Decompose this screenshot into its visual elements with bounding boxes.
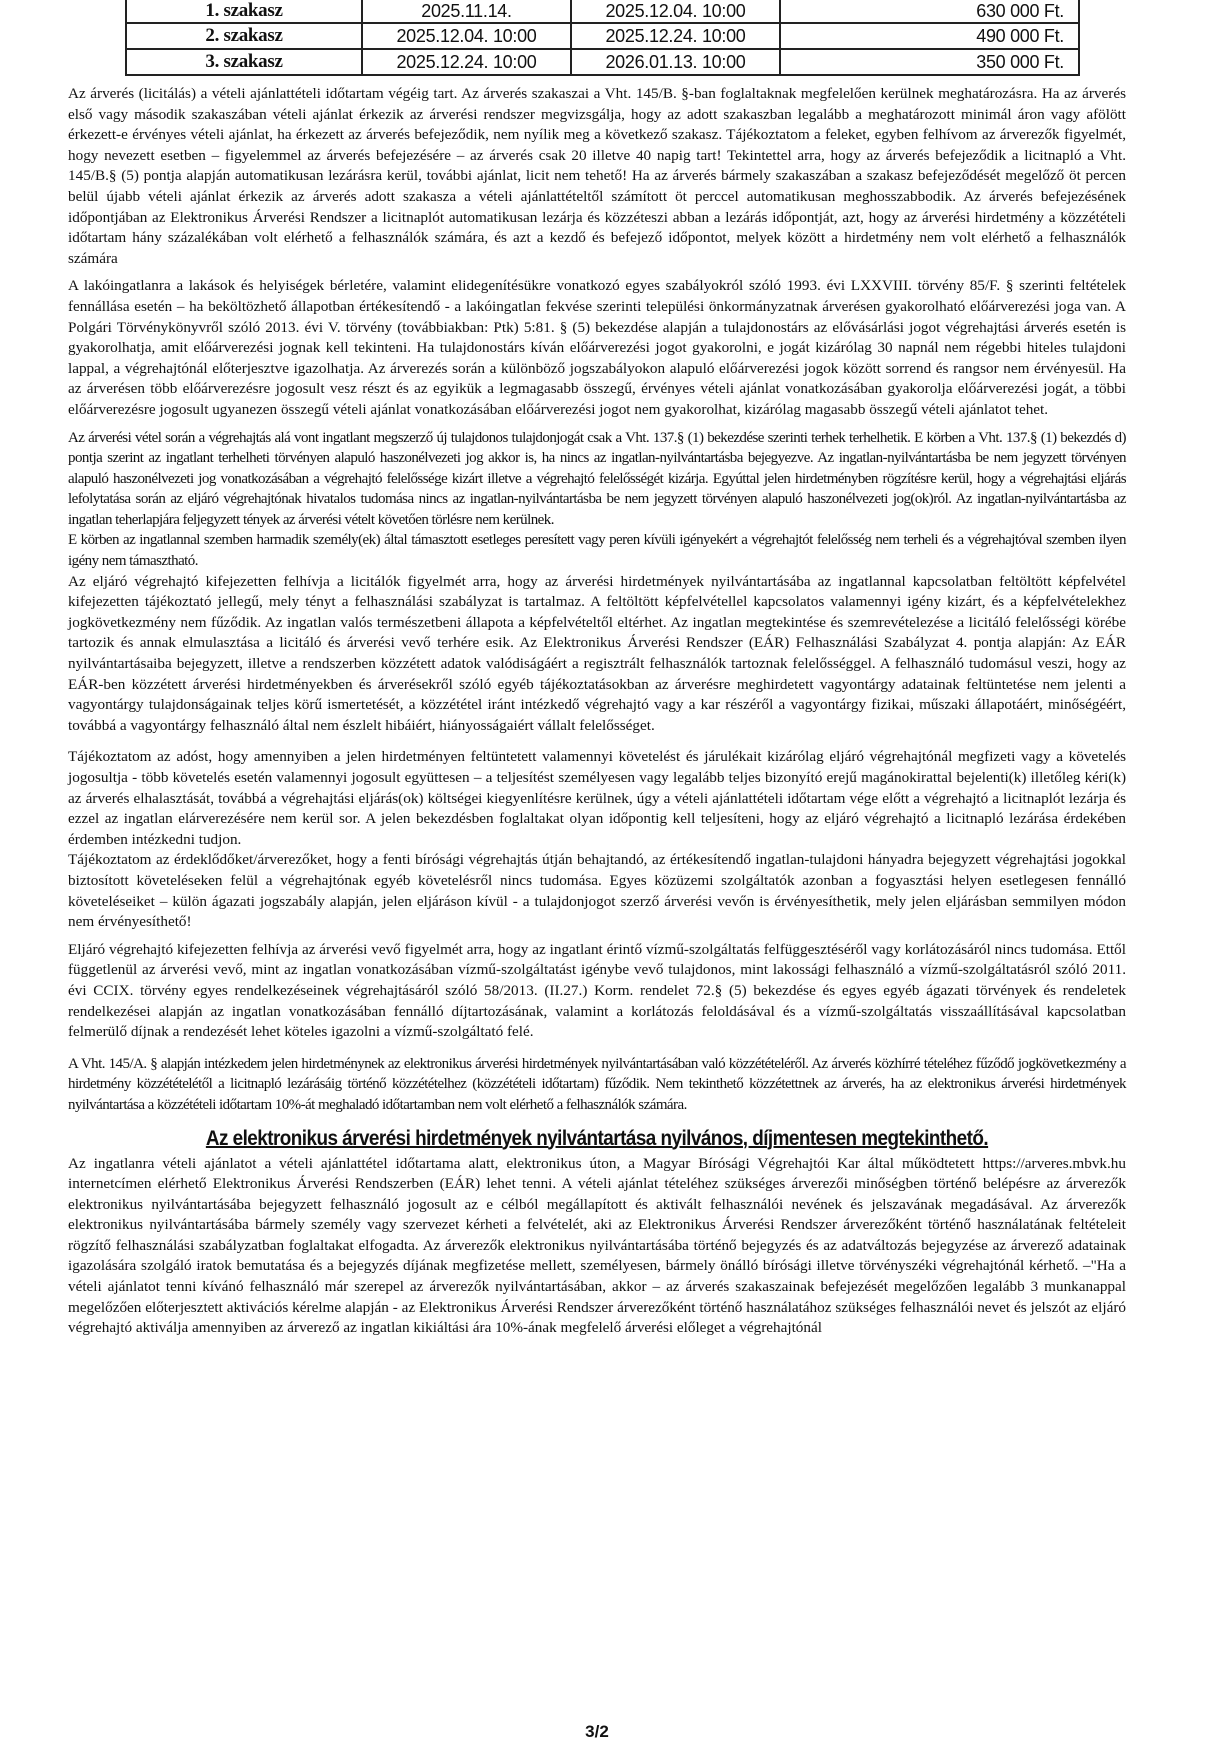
stage-end: 2026.01.13. 10:00 (571, 49, 780, 75)
paragraph-publication: A Vht. 145/A. § alapján intézkedem jelen hirdetménynek az elektronikus árverési hirdetmények nyilvántartásában való közzétételéről. Az árverés közhírré tételéhez fűződő jogkövetkezmény a hirdetmény közzétételétől a licitnapló lezárásáig történő közzétételhez (közzétételi időtartam) fűződik. Nem tekinthető közzétettnek az árverés, ha az elektronikus árverési hirdetmények nyilvántartása a közzétételi időtartam 10%-át meghaladó időtartamban nem volt elérhető a felhasználók számára. (68, 1055, 1126, 1113)
stage-start: 2025.12.04. 10:00 (362, 23, 571, 49)
table-row (126, 49, 1079, 75)
stage-end: 2025.12.04. 10:00 (571, 0, 780, 23)
stage-min-price: 350 000 Ft. (780, 49, 1079, 75)
paragraph-photo-disclaimer: Az eljáró végrehajtó kifejezetten felhívja a licitálók figyelmét arra, hogy az árverési hirdetmények nyilvántartásába az ingatlannal kapcsolatban feltöltött képfelvétel kifejezetten tájékoztató jellegű, mely tényt a felhasználási szabályzat is tartalmaz. A feltöltött képfelvétellel kapcsolatos valamennyi igény kizárt, és a képfelvételekhez jogkövetkezmény nem fűződik. Az ingatlan valós természetbeni állapota a képfelvételtől eltérhet. Az ingatlan megtekintése és szemrevételezése a licitáló felelősségi körébe tartozik és annak elmulasztása a licitáló és árverési vevő terhére esik. Az Elektronikus Árverési Rendszer (EÁR) Felhasználási Szabályzat 4. pontja alapján: Az EÁR nyilvántartásaiba bejegyzett, illetve a rendszerben közzétett adatok valódiságáért a regisztrált felhasználók tartoznak felelősséggel. A felhasználó tudomásul veszi, hogy az EÁR-ben közzétett árverési hirdetményekben és árverésekről szóló egyéb tájékoztatásokban az árverésre meghirdetett vagyontárgy adatainak feltüntetése nem jelenti a vagyontárgy tulajdonságainak teljes körű ismertetését, a közzététel iránt intézkedő végrehajtó vagy a kar részéről a vagyontárgy fizikai, műszaki állapotáért, minőségéért, továbbá a vagyontárgy felhasználó által nem észlelt hibáiért, hiányosságaiért vállalt felelősséget. (68, 572, 1126, 734)
paragraph-debtor-notice: Tájékoztatom az adóst, hogy amennyiben a jelen hirdetményen feltüntetett valamennyi követelést és járulékait kizárólag eljáró végrehajtónál megfizeti vagy a követelés jogosultja - több követelés esetén valamennyi jogosult együttesen – a teljesítést személyesen vagy legalább teljes bizonyító erejű magánokirattal bejelenti(k) illetőleg kéri(k) az árverés elhalasztását, továbbá a végrehajtási eljárás(ok) költségei kiegyenlítésre kerülnek, úgy a vételi ajánlattételi időtartam vége előtt a végrehajtó a licitnaplót lezárja és ezzel az ingatlan elárverezésére nem kerül sor. A jelen bekezdésben foglaltakat olyan időpontig kell teljesíteni, hogy az eljáró végrehajtó a licitnapló lezárása érdekében érdemben intézkedni tudjon. (68, 748, 1126, 848)
page-number: 3/2 (585, 1722, 609, 1741)
stage-start: 2025.12.24. 10:00 (362, 49, 571, 75)
stage-min-price: 630 000 Ft. (780, 0, 1079, 23)
stage-name: 3. szakasz (126, 49, 362, 75)
paragraph-third-party-claims: E körben az ingatlannal szemben harmadik személy(ek) által támasztott esetleges peresített vagy peren kívüli igényekért a végrehajtót felelősség nem terheli és a végrehajtóval szemben ilyen igény nem támasztható. (68, 532, 1126, 570)
paragraph-encumbrances: Az árverési vétel során a végrehajtás alá vont ingatlant megszerző új tulajdonos tulajdonjogát csak a Vht. 137.§ (1) bekezdése szerinti terhek terhelhetik. E körben a Vht. 137.§ (1) bekezdés d) pontja szerint az ingatlant terhelheti törvényen alapuló haszonélvezeti jog akkor is, ha nincs az ingatlan-nyilvántartásba bejegyezve. Az ingatlan-nyilvántartásba be nem jegyzett törvényen alapuló haszonélvezeti jog vonatkozásában a végrehajtó felelőssége kizárt illetve a végrehajtó felelősségét kizárja. Egyúttal jelen hirdetményben rögzítésre kerül, hogy a végrehajtási eljárás lefolytatása során az eljáró végrehajtónak hivatalos tudomása nincs az ingatlan-nyilvántartásba be nem jegyzett törvényen alapuló haszonélvezeti jog(ok)ról. Az ingatlan-nyilvántartásba az ingatlan teherlapjára feljegyzett tények az árverési vételt követően törlésre nem kerülnek. (68, 429, 1126, 528)
auction-stages-table (125, 0, 1080, 76)
paragraph-auction-stages: Az árverés (licitálás) a vételi ajánlattételi időtartam végéig tart. Az árverés szakaszai a Vht. 145/B. §-ban foglaltaknak megfelelően kerülnek meghatározásra. Ha az árverés első vagy második szakaszában vételi ajánlat érkezik az árverési rendszer megvizsgálja, hogy az adott szakaszban legalább a meghatározott minimál áron vagy afölött érkezett-e érvényes vételi ajánlat, ha érkezett az árverés befejeződik, nem nyílik meg a következő szakasz. Tájékoztatom a feleket, egyben felhívom az árverezők figyelmét, hogy nevezett esetben – figyelemmel az árverés befejezésére – az árverés csak 20 illetve 40 napig tart! Tekintettel arra, hogy az árverés befejeződik a licitnapló a Vht. 145/B.§ (5) pontja alapján automatikusan lezárásra kerül, további ajánlat, licit nem tehető! Ha az árverés bármely szakaszában a szakasz befejeződését megelőző öt percen belül újabb vételi ajánlat érkezik az árverés adott szakasza a vételi ajánlattételtől számított öt perccel automatikusan meghosszabbodik. Az árverés befejezésének időpontjában az Elektronikus Árverési Rendszer a licitnaplót automatikusan lezárja és közzéteszi abban a lezárás időpontját, azt, hogy az árverési hirdetmény a közzétételi időtartam hány százalékában volt elérhető a felhasználók számára, és azt a kezdő és befejező időpontot, melyek között a hirdetmény nem volt elérhető a felhasználók számára (68, 85, 1126, 267)
stage-end: 2025.12.24. 10:00 (571, 23, 780, 49)
stage-name: 2. szakasz (126, 23, 362, 49)
stage-min-price: 490 000 Ft. (780, 23, 1079, 49)
stage-start: 2025.11.14. (362, 0, 571, 23)
stage-name: 1. szakasz (126, 0, 362, 23)
paragraph-water-service: Eljáró végrehajtó kifejezetten felhívja az árverési vevő figyelmét arra, hogy az ingatlant érintő vízmű-szolgáltatás felfüggesztéséről vagy korlátozásáról nincs tudomása. Ettől függetlenül az árverési vevő, mint az ingatlan vonatkozásában vízmű-szolgáltatást igénybe vevő tulajdonos, mint lakossági felhasználó a vízmű-szolgáltatásról szóló 2011. évi CCIX. törvény egyes rendelkezéseinek végrehajtásáról szóló 58/2013. (II.27.) Korm. rendelet 72.§ (5) bekezdése és egyes egyéb ágazati törvények és rendeletek rendelkezései alapján az ingatlan vonatkozásában fennálló díjtartozásának, valamint a korlátozás feloldásával és a vízmű-szolgáltatás visszaállításával kapcsolatban felmerülő díjnak a rendezését lehet köteles igazolni a vízmű-szolgáltató felé. (68, 940, 1126, 1041)
paragraph-bidding-instructions: Az ingatlanra vételi ajánlatot a vételi ajánlattétel időtartama alatt, elektronikus úton, a Magyar Bírósági Végrehajtói Kar által működtetett https://arveres.mbvk.hu internetcímen elérhető Elektronikus Árverési Rendszerben (EÁR) lehet tenni. A vételi ajánlat tételéhez szükséges árverezői minőségben történő belépésre az árverezők elektronikus nyilvántartásába bejegyzett felhasználó jogosult az e célból megállapított és aktivált felhasználói nevének és jelszavának megadásával. Az árverezők elektronikus nyilvántartásába bármely személy vagy szervezet kérheti a felvételét, aki az Elektronikus Árverési Rendszer árverezőként történő használatának feltételeit rögzítő felhasználási szabályzatban foglaltakat elfogadta. Az árverezők elektronikus nyilvántartásába történő bejegyzés és az adatváltozás bejegyzése az árverező adatainak igazolására szolgáló iratok bemutatása és a bejegyzés díjának megfizetése mellett, személyesen, bármely önálló bírósági illetve törvényszéki végrehajtónál kérhető. –"Ha a vételi ajánlatot tenni kívánó felhasználó már szerepel az árverezők nyilvántartásában, akkor – az árverés szakaszainak befejezését megelőzően legalább 3 munkanappal megelőzően előterjesztett aktivációs kérelme alapján - az Elektronikus Árverési Rendszer árverezőként történő használatához szükséges felhasználói nevet és jelszót az eljáró végrehajtó aktiválja amennyiben az árverező az ingatlan kikiáltási ára 10%-ának megfelelő árverési előleget a végrehajtónál (68, 1154, 1126, 1337)
document-body (68, 84, 1126, 1339)
table-row (126, 23, 1079, 49)
table-row (126, 0, 1079, 23)
paragraph-utility-claims: Tájékoztatom az érdeklődőket/árverezőket, hogy a fenti bírósági végrehajtás útján behajtandó, az értékesítendő ingatlan-tulajdoni hányadra bejegyzett végrehajtási jogokkal biztosított követeléseken felül a végrehajtónak egyéb követelésről nincs tudomása. Egyes közüzemi szolgáltatók azonban a fogyasztási helyen esetlegesen fennálló követeléseiket – külön ágazati jogszabály alapján, jelen eljáráson kívül - a tulajdonjogot szerző árverési vevőn is érvényesíthetik, mely jelen eljárásban semmilyen módon nem érvényesíthető! (68, 851, 1126, 931)
paragraph-pre-emption-rights: A lakóingatlanra a lakások és helyiségek bérletére, valamint elidegenítésükre vonatkozó egyes szabályokról szóló 1993. évi LXXVIII. törvény 85/F. § szerinti feltételek fennállása esetén – ha beköltözhető állapotban értékesítendő - a lakóingatlan fekvése szerinti települési önkormányzatnak árverésen gyakorolható előárverezési joga van. A Polgári Törvénykönyvről szóló 2013. évi V. törvény (továbbiakban: Ptk) 5:81. § (5) bekezdése alapján a tulajdonostárs az elővásárlási jogot végrehajtási árverés esetén is gyakorolhatja, amit előárverezési jognak kell tekinteni. Ha tulajdonostárs kíván előárverezési jogot gyakorolni, e jogát kizárólag 30 napnál nem régebbi hiteles tulajdoni lappal, a végrehajtónál előterjesztve igazolhatja. Az árverezés során a különböző jogszabályokon alapuló előárverezési jogok között sorrend és rangsor nem érvényesül. Ha az árverésen több előárverezésre jogosult vesz részt és az egyikük a legmagasabb összegű, érvényes vételi ajánlat vonatkozásában gyakorolja előárverezési jogát, a többi előárverezésre jogosult ugyanezen összegű vételi ajánlat vonatkozásában előárverezési jogot nem gyakorolhat, kizárólag magasabb összegű vételi ajánlatot tehet. (68, 277, 1126, 418)
notice-heading: Az elektronikus árverési hirdetmények nyilvántartása nyilvános, díjmentesen megtekinthető. (205, 1126, 989, 1150)
